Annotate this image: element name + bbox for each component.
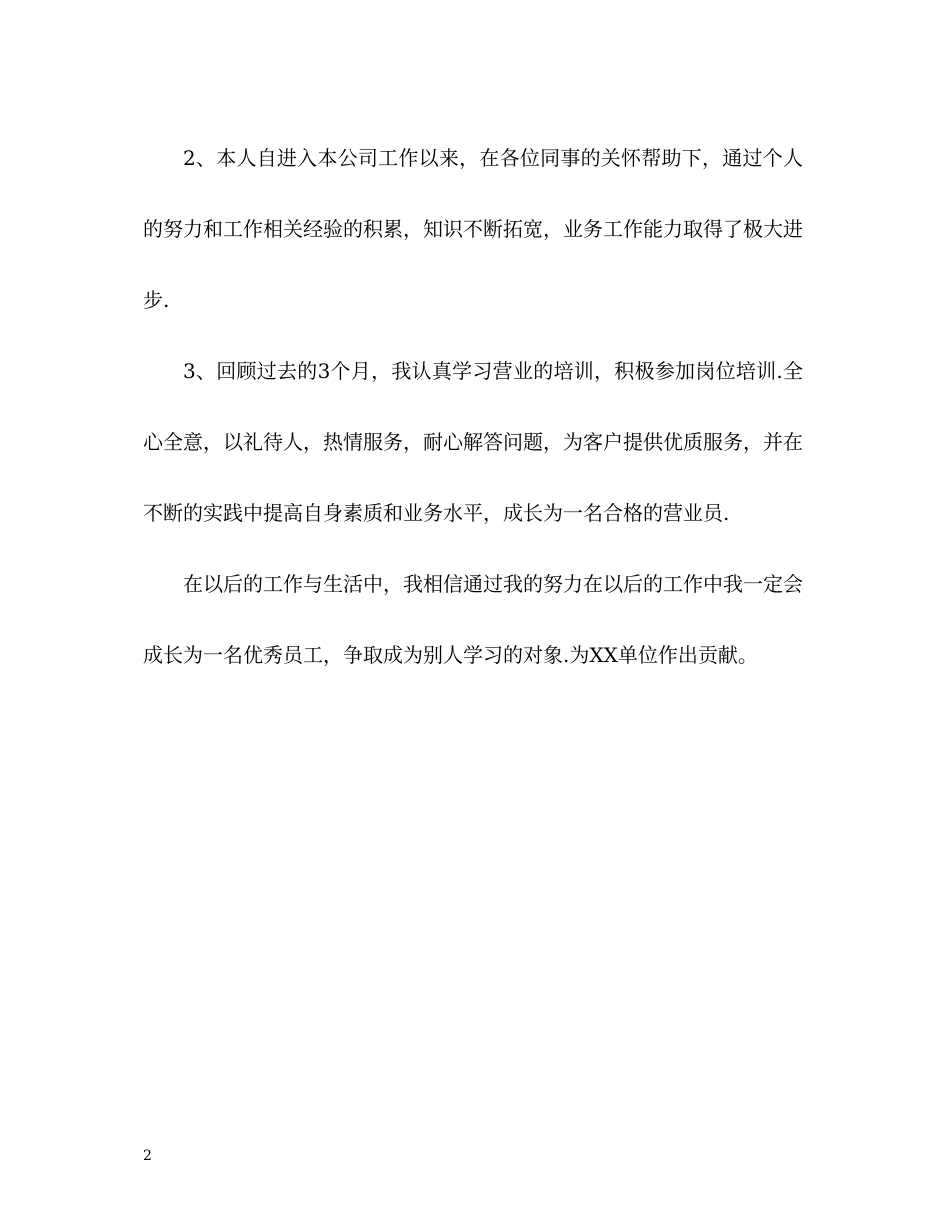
paragraph-future: 在以后的工作与生活中，我相信通过我的努力在以后的工作中我一定会成长为一名优秀员工，争取成为别人学习的对象.为XX单位作出贡献。 — [143, 572, 803, 667]
page-number: 2 — [143, 1148, 152, 1164]
paragraph-training: 3、回顾过去的3个月，我认真学习营业的培训，积极参加岗位培训.全心全意，以礼待人，热情服务，耐心解答问题，为客户提供优质服务，并在不断的实践中提高自身素质和业务水平，成长为一名合格的营业员. — [143, 359, 803, 525]
paragraph-progress: 2、本人自进入本公司工作以来，在各位同事的关怀帮助下，通过个人的努力和工作相关经验的积累，知识不断拓宽，业务工作能力取得了极大进步. — [143, 146, 803, 312]
document-body — [143, 123, 803, 691]
